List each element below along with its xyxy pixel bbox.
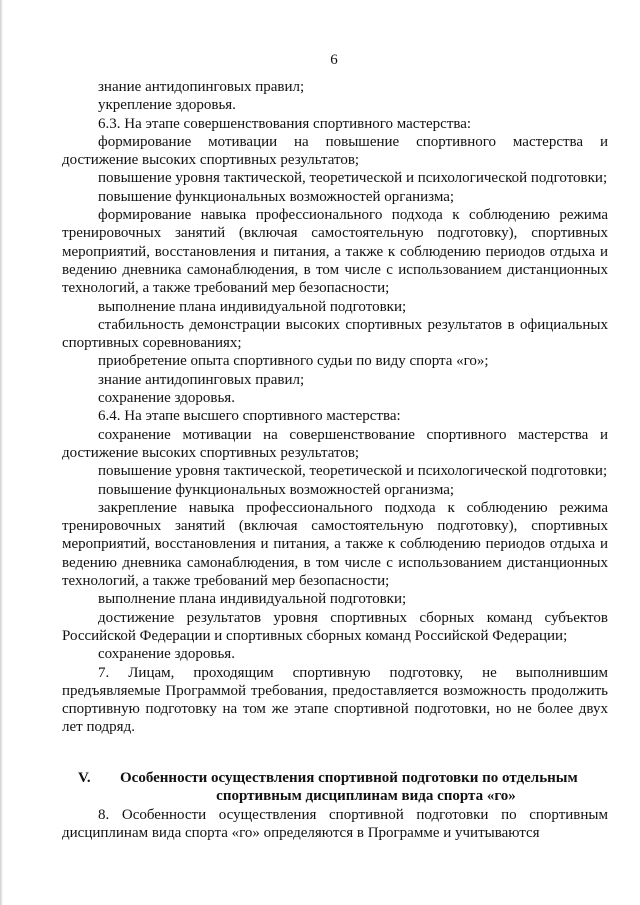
section-number: V. [78, 769, 91, 786]
text-line: выполнение плана индивидуальной подготовки; [98, 298, 407, 315]
section-title-line-1: Особенности осуществления спортивной подготовки по отдельным [120, 769, 578, 786]
text-paragraph: повышение уровня тактической, теоретической и психологической подготовки; [98, 463, 608, 480]
text-paragraph: сохранение мотивации на совершенствование спортивного мастерства и достижение высоких спортивных результатов; [62, 426, 608, 461]
paragraph-7: 7. Лицам, проходящим спортивную подготовку, не выполнившим предъявляемые Программой требования, предоставляется возможность продолжить спортивную подготовку на том же этапе спортивной подготовки, но не более двух лет подряд. [62, 664, 608, 736]
text-line: повышение функциональных возможностей организма; [98, 188, 455, 205]
text-line: укрепление здоровья. [98, 97, 236, 114]
paragraph-8: 8. Особенности осуществления спортивной подготовки по спортивным дисциплинам вида спорта «го» определяются в Программе и учитываются [62, 806, 608, 841]
text-line: сохранение здоровья. [98, 646, 235, 663]
document-body [62, 78, 608, 842]
text-line: приобретение опыта спортивного судьи по виду спорта «го»; [98, 353, 489, 370]
section-heading [62, 769, 608, 806]
text-line: сохранение здоровья. [98, 390, 235, 407]
text-paragraph: формирование мотивации на повышение спортивного мастерства и достижение высоких спортивных результатов; [62, 133, 608, 169]
section-title-line-2: спортивным дисциплинам вида спорта «го» [216, 788, 516, 805]
page-number: 6 [330, 52, 338, 68]
text-line: знание антидопинговых правил; [98, 79, 305, 95]
subsection-heading-6-4: 6.4. На этапе высшего спортивного мастерства: [98, 408, 401, 425]
text-paragraph: стабильность демонстрации высоких спортивных результатов в официальных спортивных соревнованиях; [62, 316, 608, 352]
subsection-heading-6-3: 6.3. На этапе совершенствования спортивного мастерства: [98, 115, 472, 132]
text-line: знание антидопинговых правил; [98, 371, 305, 388]
text-paragraph: повышение уровня тактической, теоретической и психологической подготовки; [98, 170, 608, 187]
text-line: выполнение плана индивидуальной подготовки; [98, 591, 407, 608]
text-paragraph: формирование навыка профессионального подхода к соблюдению режима тренировочных занятий (включая самостоятельную подготовку), спортивных мероприятий, восстановления и питания, а также к соблюдению периодов отдыха и ведению дневника самонаблюдения, в том числе с использованием дистанционных технологий, а также требований мер безопасности; [62, 207, 608, 297]
page-edge-shadow [0, 0, 3, 905]
text-paragraph: достижение результатов уровня спортивных сборных команд субъектов Российской Федерации и спортивных сборных команд Российской Федерации; [62, 609, 608, 644]
text-line: повышение функциональных возможностей организма; [98, 481, 455, 498]
text-paragraph: закрепление навыка профессионального подхода к соблюдению режима тренировочных занятий (включая самостоятельную подготовку), спортивных мероприятий, восстановления и питания, а также к соблюдению периодов отдыха и ведению дневника самонаблюдения, в том числе с использованием дистанционных технологий, а также требований мер безопасности; [62, 499, 608, 590]
